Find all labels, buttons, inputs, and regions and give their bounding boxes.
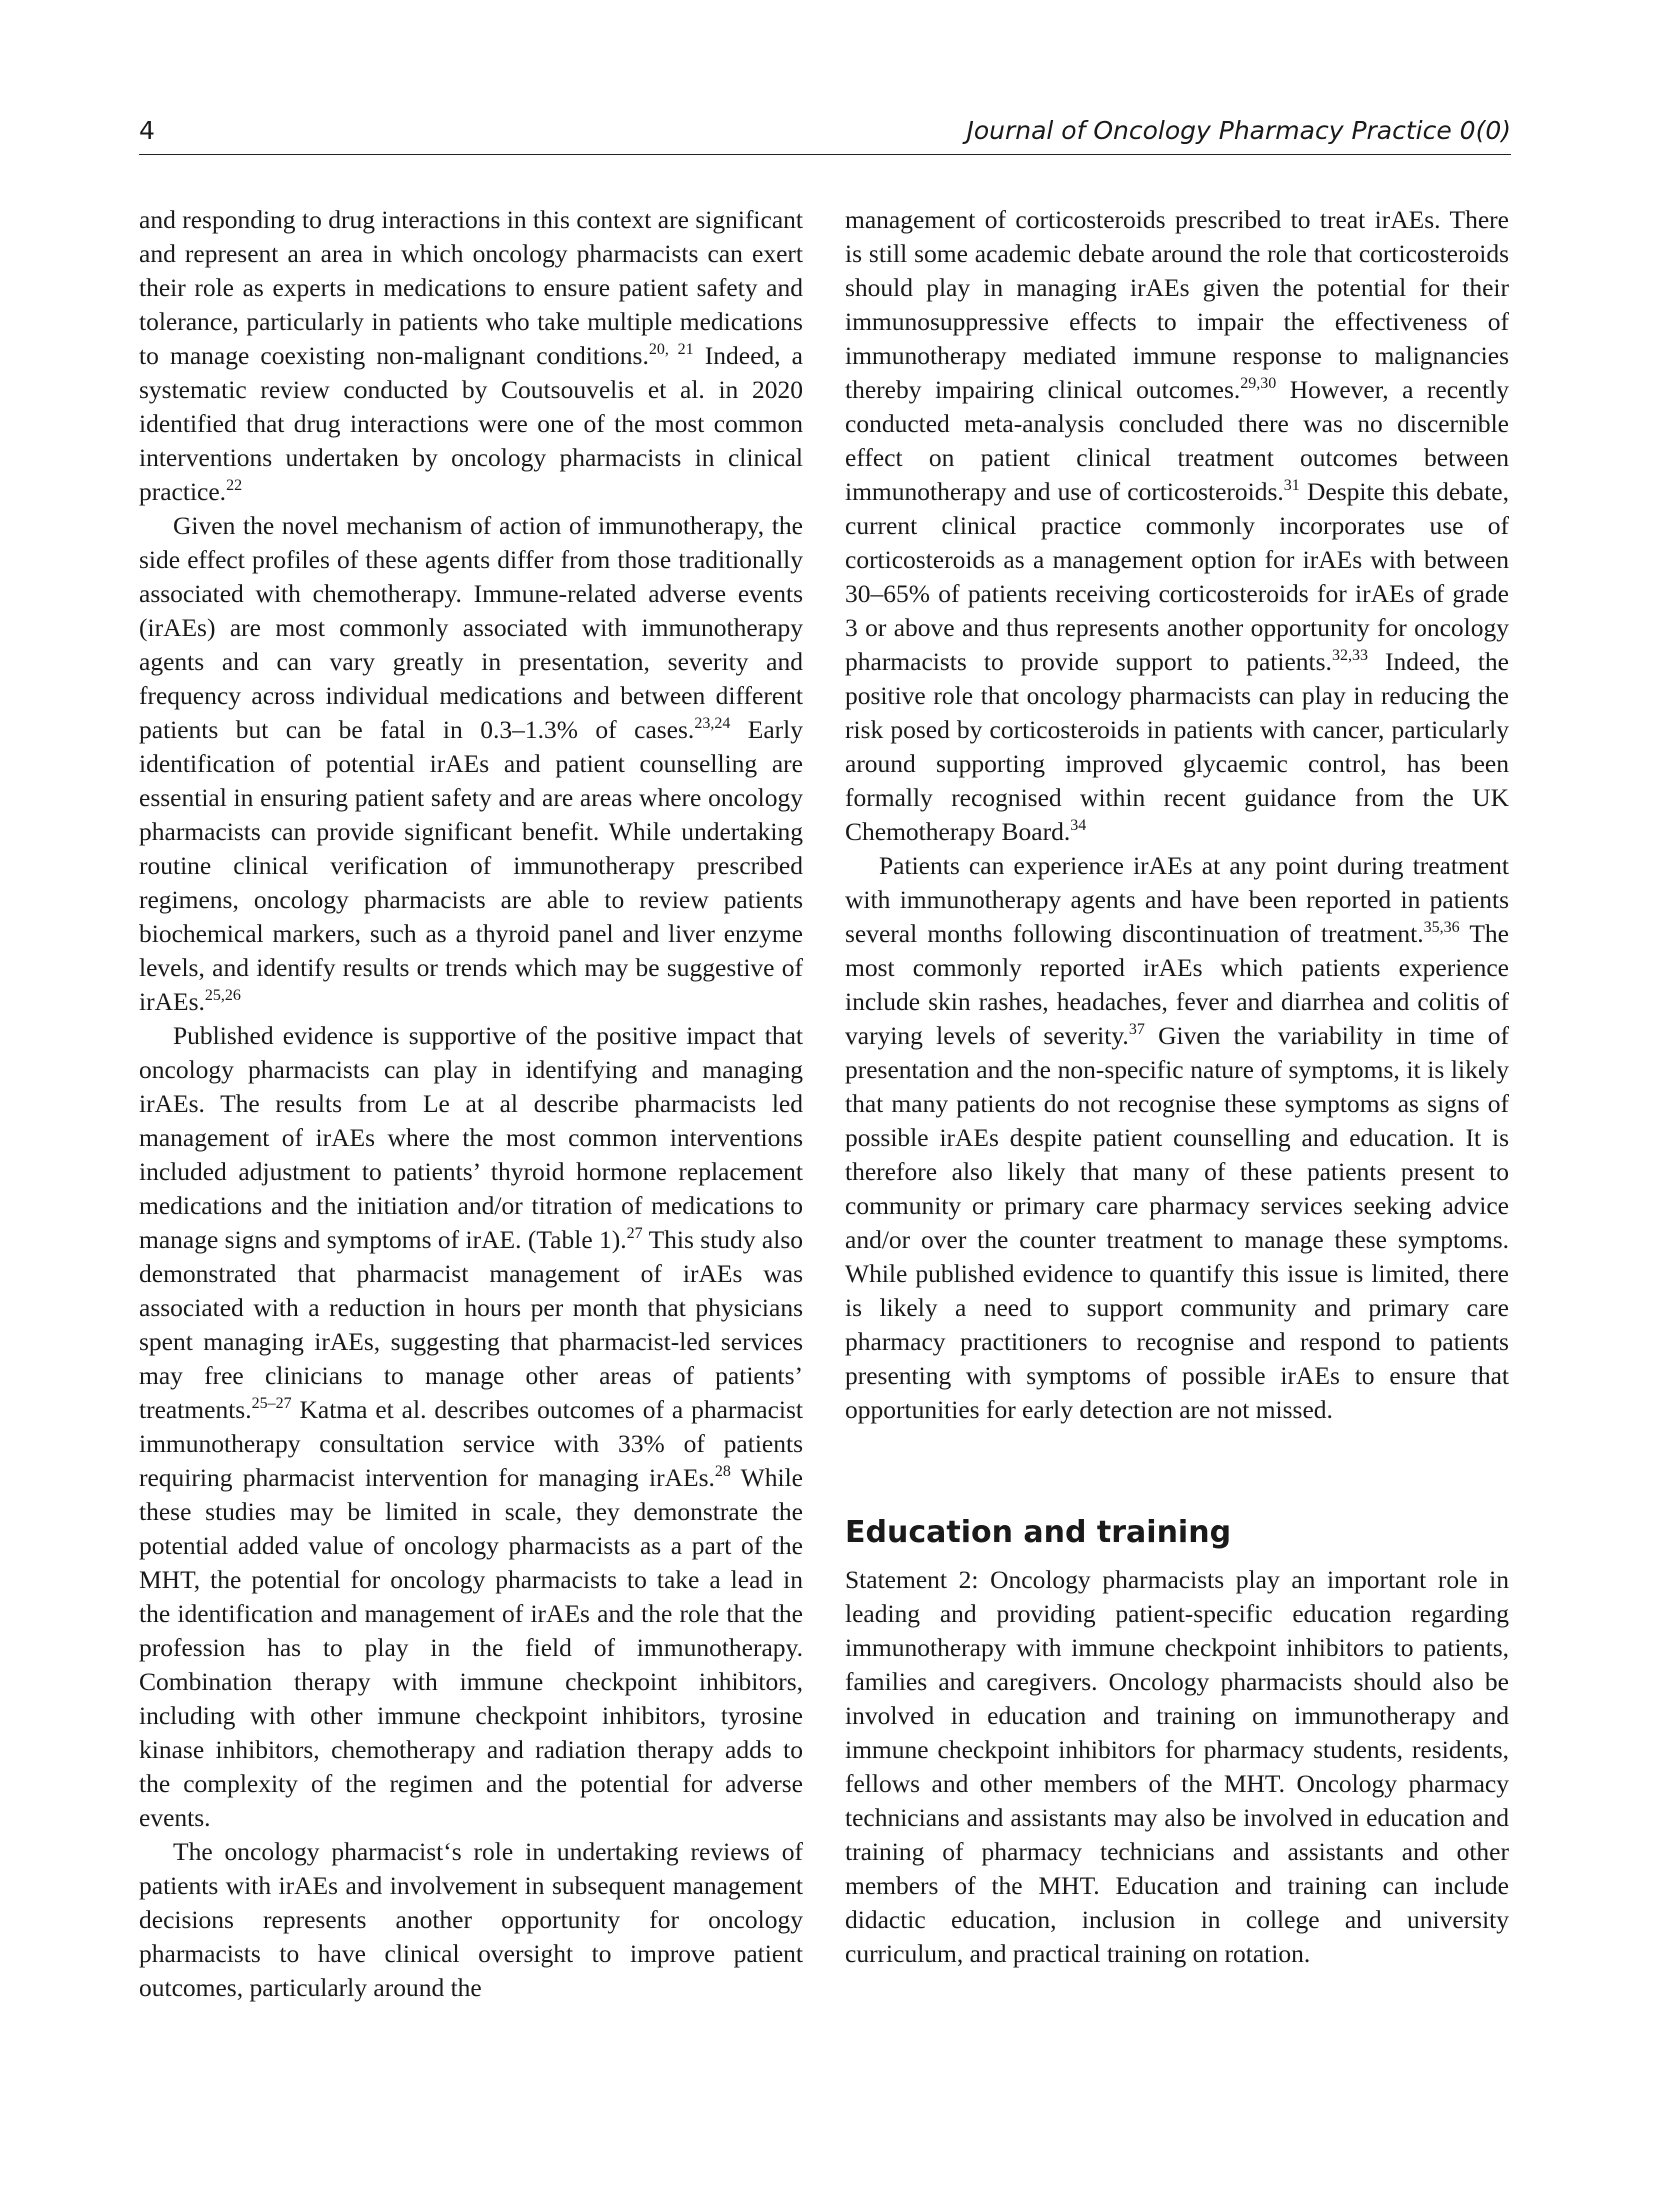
citation: 32,33 bbox=[1331, 647, 1368, 664]
left-column bbox=[139, 203, 803, 2005]
citation: 25–27 bbox=[251, 1395, 292, 1412]
text-run: Patients can experience irAEs at any point during treatment with immunotherapy agents and have been reported in patients several months following discontinuation of treatment. bbox=[845, 851, 1509, 948]
text-run: management of corticosteroids prescribed to treat irAEs. There is still some academic debate around the role that corticosteroids should play in managing irAEs given the potential for their immunosuppressive effects to impair the effectiveness of immunotherapy mediated immune response to malignancies thereby impairing clinical outcomes. bbox=[845, 205, 1509, 404]
text-run: The most commonly reported irAEs which patients experience include skin rashes, headaches, fever and diarrhea and colitis of varying levels of severity. bbox=[845, 919, 1509, 1050]
text-run: Given the novel mechanism of action of immunotherapy, the side effect profiles of these agents differ from those traditionally associated with chemotherapy. Immune-related adverse events (irAEs) are most commonly associated with immunotherapy agents and can vary greatly in presentation, severity and frequency across individual medications and between different patients but can be fatal in 0.3–1.3% of cases. bbox=[139, 511, 803, 744]
citation: 37 bbox=[1128, 1021, 1145, 1038]
text-run: Katma et al. describes outcomes of a pharmacist immunotherapy consultation service with 33% of patients requiring pharmacist intervention for managing irAEs. bbox=[139, 1395, 803, 1492]
text-run: This study also demonstrated that pharmacist management of irAEs was associated with a reduction in hours per month that physicians spent managing irAEs, suggesting that pharmacist-led services may free clinicians to manage other areas of patients’ treatments. bbox=[139, 1225, 803, 1424]
text-run: Early identification of potential irAEs and patient counselling are essential in ensuring patient safety and are areas where oncology pharmacists can provide significant benefit. While undertaking routine clinical verification of immunotherapy prescribed regimens, oncology pharmacists are able to review patients biochemical markers, such as a thyroid panel and liver enzyme levels, and identify results or trends which may be suggestive of irAEs. bbox=[139, 715, 803, 1016]
running-header bbox=[139, 112, 1511, 155]
citation: 28 bbox=[714, 1463, 731, 1480]
text-run: and responding to drug interactions in this context are significant and represent an area in which oncology pharmacists can exert their role as experts in medications to ensure patient safety and tolerance, particularly in patients who take multiple medications to manage coexisting non-malignant conditions. bbox=[139, 205, 803, 370]
citation: 23,24 bbox=[694, 715, 731, 732]
citation: 31 bbox=[1283, 477, 1300, 494]
paragraph bbox=[845, 203, 1509, 849]
citation: 29,30 bbox=[1240, 375, 1277, 392]
text-run: Given the variability in time of presentation and the non-specific nature of symptoms, it is likely that many patients do not recognise these symptoms as signs of possible irAEs despite patient counselling and education. It is therefore also likely that many of these patients present to community or primary care pharmacy services seeking advice and/or over the counter treatment to manage these symptoms. While published evidence to quantify this issue is limited, there is likely a need to support community and primary care pharmacy practitioners to recognise and respond to patients presenting with symptoms of possible irAEs to ensure that opportunities for early detection are not missed. bbox=[845, 1021, 1509, 1424]
paragraph bbox=[139, 1835, 803, 2005]
right-column bbox=[845, 203, 1509, 1971]
text-run: While these studies may be limited in scale, they demonstrate the potential added value of oncology pharmacists as a part of the MHT, the potential for oncology pharmacists to take a lead in the identification and management of irAEs and the role that the profession has to play in the field of immunotherapy. Combination therapy with immune checkpoint inhibitors, including with other immune checkpoint inhibitors, tyrosine kinase inhibitors, chemotherapy and radiation therapy adds to the complexity of the regimen and the potential for adverse events. bbox=[139, 1463, 803, 1832]
paragraph bbox=[139, 203, 803, 509]
journal-title: Journal of Oncology Pharmacy Practice 0(0) bbox=[966, 116, 1511, 145]
citation: 25,26 bbox=[204, 987, 241, 1004]
text-run: However, a recently conducted meta-analysis concluded there was no discernible effect on patient clinical treatment outcomes between immunotherapy and use of corticosteroids. bbox=[845, 375, 1510, 506]
paragraph bbox=[845, 1563, 1509, 1971]
text-run: Indeed, a systematic review conducted by Coutsouvelis et al. in 2020 identified that drug interactions were one of the most common interventions undertaken by oncology pharmacists in clinical practice. bbox=[139, 341, 804, 506]
page-number: 4 bbox=[139, 116, 155, 145]
text-run: Despite this debate, current clinical practice commonly incorporates use of corticosteroids as a management option for irAEs with between 30–65% of patients receiving corticosteroids for irAEs of grade 3 or above and thus represents another opportunity for oncology pharmacists to provide support to patients. bbox=[845, 477, 1509, 676]
citation: 34 bbox=[1070, 817, 1087, 834]
paragraph bbox=[845, 849, 1509, 1427]
section-heading: Education and training bbox=[845, 1515, 1232, 1550]
text-run: Statement 2: Oncology pharmacists play an important role in leading and providing patient-specific education regarding immunotherapy with immune checkpoint inhibitors to patients, families and caregivers. Oncology pharmacists should also be involved in education and training on immunotherapy and immune checkpoint inhibitors for pharmacy students, residents, fellows and other members of the MHT. Oncology pharmacy technicians and assistants may also be involved in education and training of pharmacy technicians and assistants and other members of the MHT. Education and training can include didactic education, inclusion in college and university curriculum, and practical training on rotation. bbox=[845, 1565, 1509, 1968]
paragraph bbox=[139, 1019, 803, 1835]
text-run: Indeed, the positive role that oncology pharmacists can play in reducing the risk posed by corticosteroids in patients with cancer, particularly around supporting improved glycaemic control, has been formally recognised within recent guidance from the UK Chemotherapy Board. bbox=[845, 647, 1509, 846]
citation: 22 bbox=[226, 477, 243, 494]
citation: 20, 21 bbox=[648, 341, 694, 358]
citation: 35,36 bbox=[1423, 919, 1460, 936]
paragraph bbox=[139, 509, 803, 1019]
text-run: The oncology pharmacist‘s role in undertaking reviews of patients with irAEs and involvement in subsequent management decisions represents another opportunity for oncology pharmacists to have clinical oversight to improve patient outcomes, particularly around the bbox=[139, 1837, 803, 2002]
text-run: Published evidence is supportive of the positive impact that oncology pharmacists can play in identifying and managing irAEs. The results from Le at al describe pharmacists led management of irAEs where the most common interventions included adjustment to patients’ thyroid hormone replacement medications and the initiation and/or titration of medications to manage signs and symptoms of irAE. (Table 1). bbox=[139, 1021, 803, 1254]
citation: 27 bbox=[626, 1225, 643, 1242]
